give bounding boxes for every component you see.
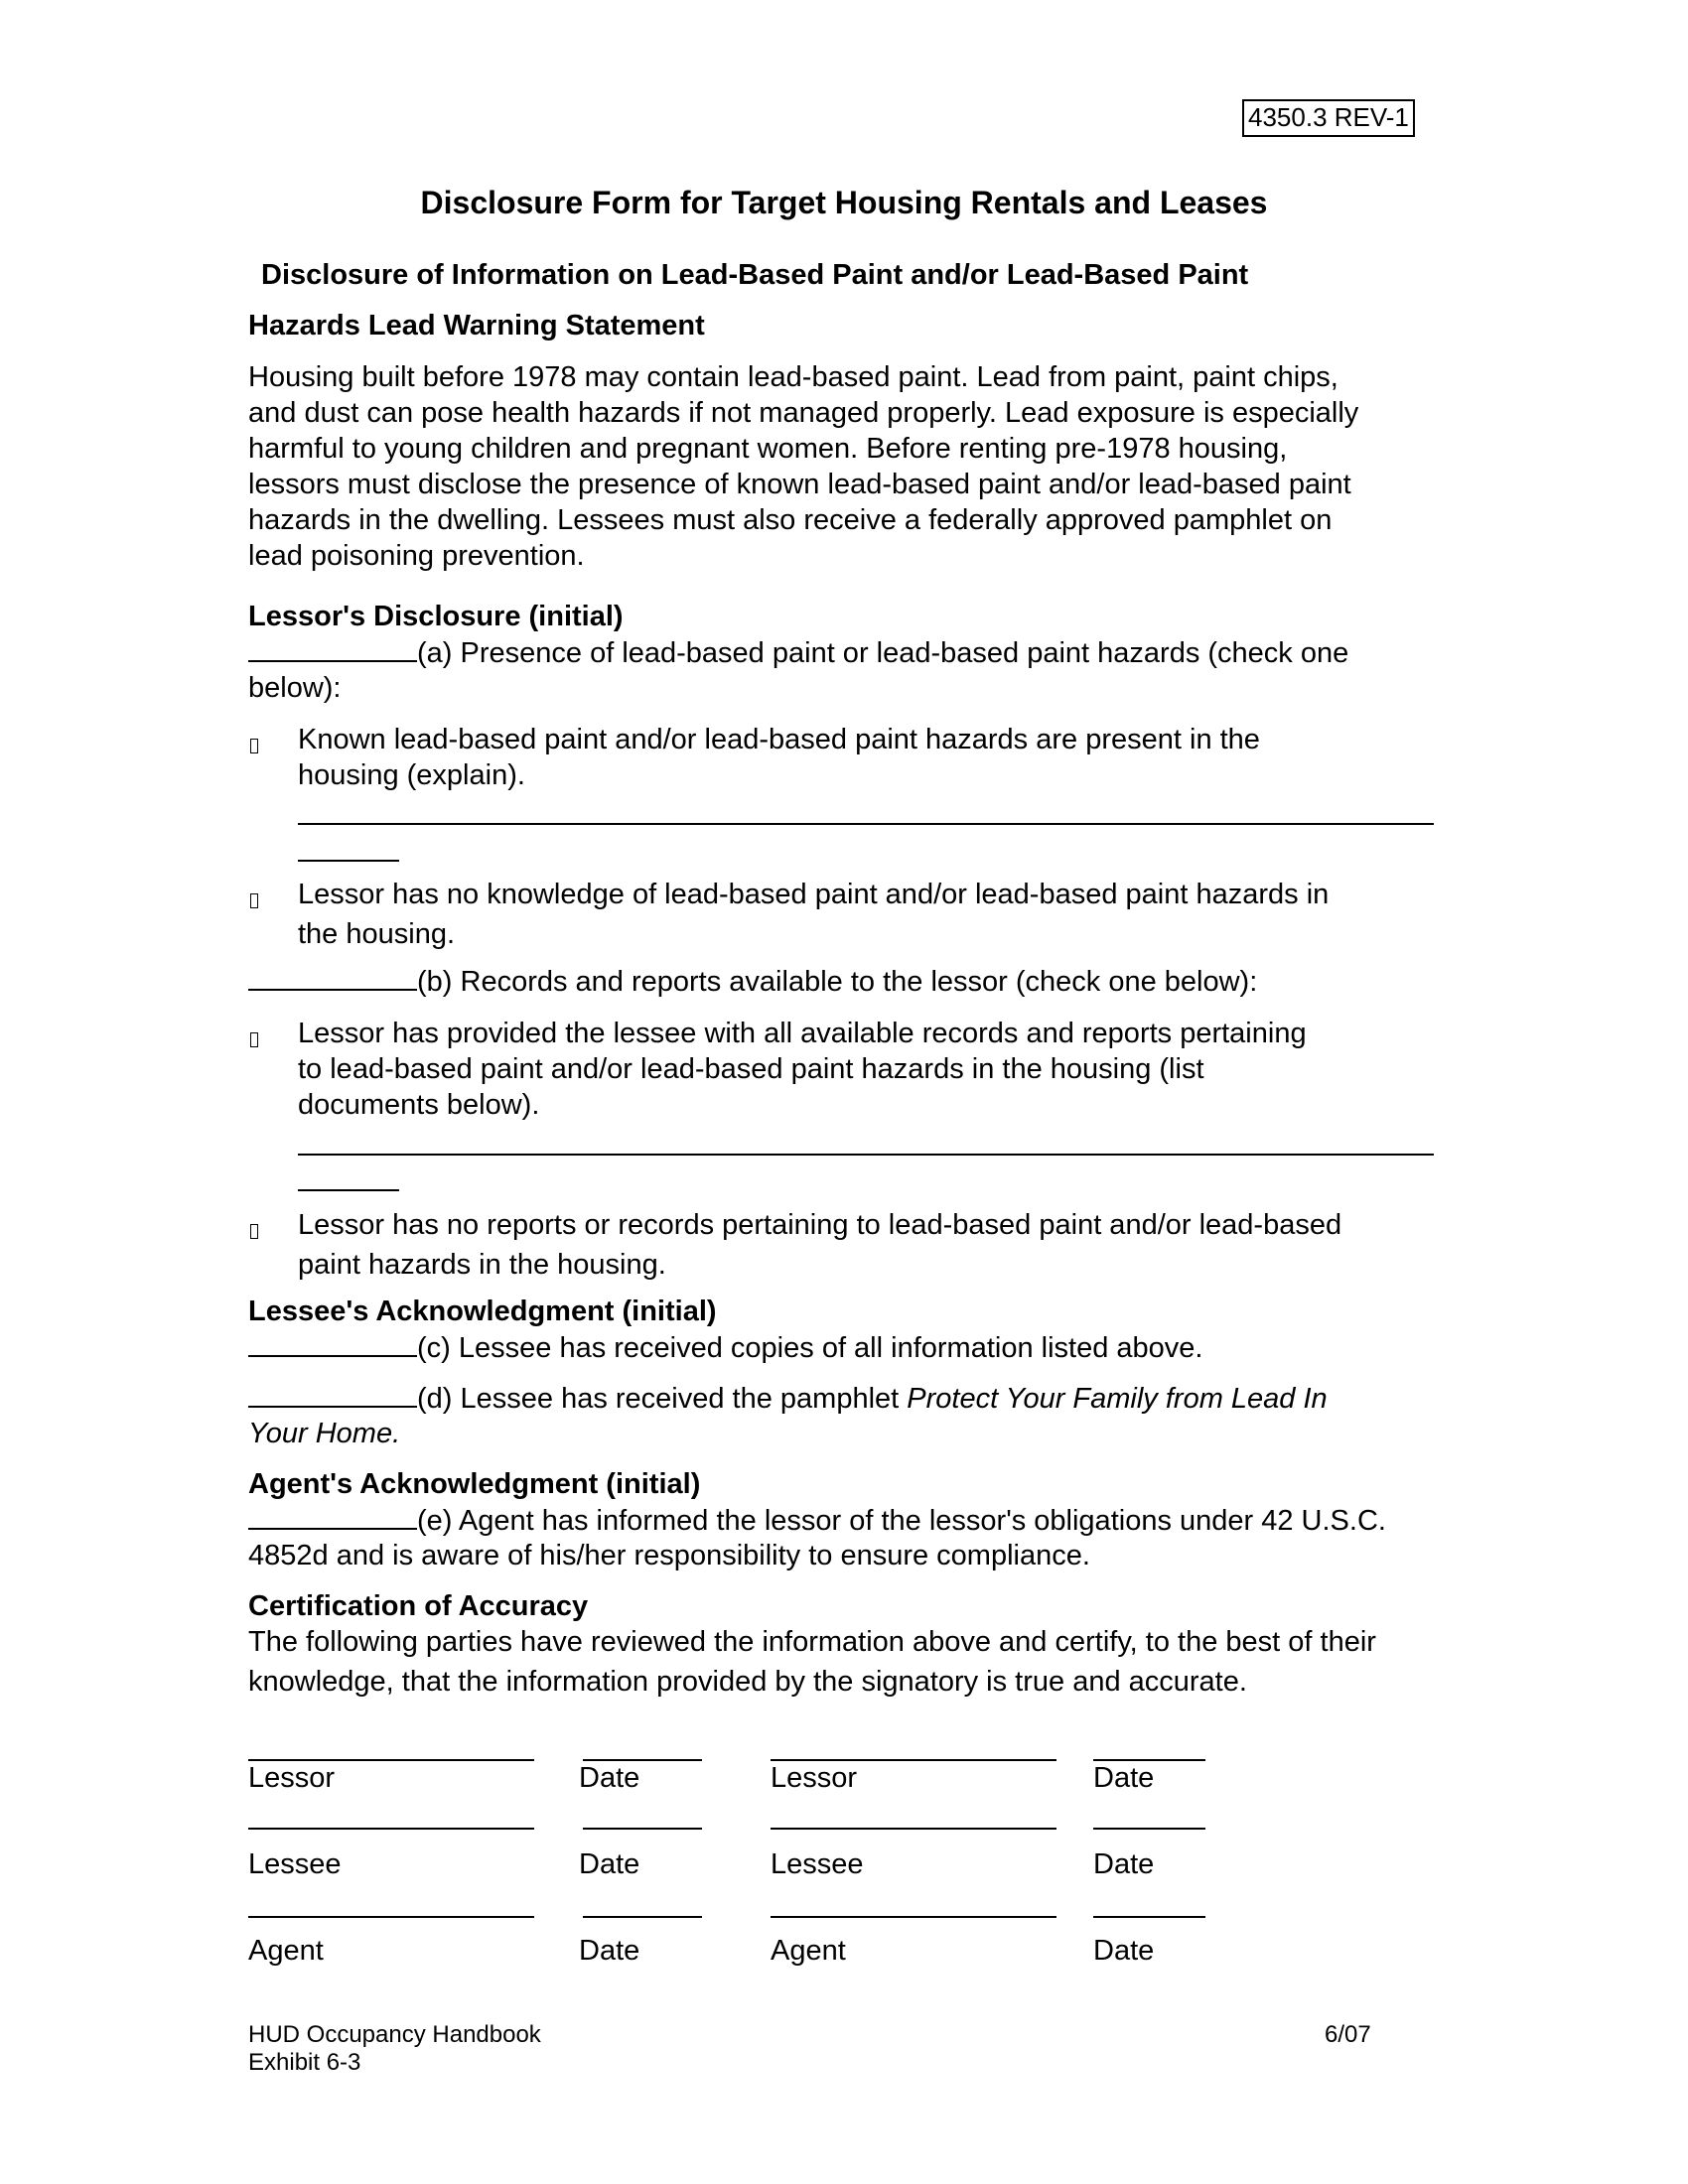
checkbox-a-no-knowledge[interactable]: [250, 893, 258, 908]
signature-label: Lessor: [771, 1762, 858, 1794]
certification-text: knowledge, that the information provided by the signatory is true and accurate.: [248, 1666, 1247, 1698]
warning-line: lessors must disclose the presence of known lead-based paint and/or lead-based paint: [248, 469, 1351, 500]
signature-label: Agent: [248, 1935, 324, 1967]
warning-line: harmful to young children and pregnant women. Before renting pre-1978 housing,: [248, 433, 1288, 465]
option-b-no-reports-text: Lessor has no reports or records pertaining to lead-based paint and/or lead-based: [298, 1209, 1342, 1241]
option-b-no-reports-text: paint hazards in the housing.: [298, 1249, 666, 1281]
agent-signature-line[interactable]: [771, 1916, 1056, 1918]
signature-label: Lessor: [248, 1762, 336, 1794]
initial-e-field[interactable]: [248, 1502, 417, 1530]
date-label: Date: [1093, 1935, 1155, 1967]
pamphlet-title: Protect Your Family from Lead In: [907, 1383, 1328, 1415]
documents-line[interactable]: [298, 1189, 399, 1191]
date-label: Date: [579, 1848, 640, 1880]
date-line[interactable]: [583, 1916, 702, 1918]
item-d-text: (d) Lessee has received the pamphlet: [417, 1383, 908, 1415]
item-d-line: [248, 1380, 1328, 1417]
date-line[interactable]: [1093, 1828, 1205, 1830]
item-e-text: (e) Agent has informed the lessor of the lessor's obligations under 42 U.S.C.: [417, 1505, 1386, 1537]
lessee-signature-line[interactable]: [771, 1828, 1056, 1830]
lessor-disclosure-heading: Lessor's Disclosure (initial): [248, 601, 624, 632]
footer-handbook: HUD Occupancy Handbook: [248, 2021, 541, 2048]
option-b-provided-text: documents below).: [298, 1089, 540, 1121]
footer-exhibit: Exhibit 6-3: [248, 2049, 361, 2076]
item-c-text: (c) Lessee has received copies of all information listed above.: [417, 1332, 1203, 1364]
warning-heading: Hazards Lead Warning Statement: [248, 310, 705, 341]
option-b-provided-text: Lessor has provided the lessee with all available records and reports pertaining: [298, 1018, 1307, 1049]
initial-a-field[interactable]: [248, 634, 417, 662]
item-b-text: (b) Records and reports available to the lessor (check one below):: [417, 966, 1258, 998]
item-a-text: (a) Presence of lead-based paint or lead-based paint hazards (check one: [417, 637, 1349, 669]
date-label: Date: [579, 1762, 640, 1794]
pamphlet-title-continuation: Your Home.: [248, 1418, 401, 1449]
date-label: Date: [1093, 1762, 1155, 1794]
certification-heading: Certification of Accuracy: [248, 1590, 589, 1622]
page-subtitle: Disclosure of Information on Lead-Based Paint and/or Lead-Based Paint: [261, 259, 1249, 291]
agent-signature-line[interactable]: [248, 1916, 534, 1918]
item-d-continuation: [248, 1416, 400, 1451]
option-a-no-knowledge-text: the housing.: [298, 918, 456, 950]
date-line[interactable]: [583, 1828, 702, 1830]
date-line[interactable]: [1093, 1916, 1205, 1918]
warning-line: Housing built before 1978 may contain lead-based paint. Lead from paint, paint chips,: [248, 361, 1338, 393]
initial-b-field[interactable]: [248, 963, 417, 991]
warning-line: and dust can pose health hazards if not managed properly. Lead exposure is especially: [248, 397, 1359, 429]
explain-line[interactable]: [298, 860, 399, 862]
form-number-box: 4350.3 REV-1: [1242, 99, 1415, 137]
option-a-known-text: Known lead-based paint and/or lead-based paint hazards are present in the: [298, 724, 1260, 755]
footer-date: 6/07: [1325, 2021, 1371, 2048]
initial-c-field[interactable]: [248, 1329, 417, 1357]
explain-line[interactable]: [298, 823, 1434, 825]
item-e-continuation: 4852d and is aware of his/her responsibility to ensure compliance.: [248, 1540, 1090, 1571]
item-a-continuation: below):: [248, 672, 342, 704]
date-label: Date: [579, 1935, 640, 1967]
signature-label: Agent: [771, 1935, 846, 1967]
agent-ack-heading: Agent's Acknowledgment (initial): [248, 1468, 701, 1500]
certification-text: The following parties have reviewed the information above and certify, to the best of their: [248, 1626, 1376, 1658]
lessee-signature-line[interactable]: [248, 1828, 534, 1830]
option-a-no-knowledge-text: Lessor has no knowledge of lead-based paint and/or lead-based paint hazards in: [298, 879, 1330, 910]
checkbox-a-known[interactable]: [250, 739, 258, 753]
signature-label: Lessee: [248, 1848, 342, 1880]
warning-line: hazards in the dwelling. Lessees must also receive a federally approved pamphlet on: [248, 504, 1333, 536]
signature-label: Lessee: [771, 1848, 864, 1880]
page-title: Disclosure Form for Target Housing Rentals and Leases: [420, 185, 1268, 220]
checkbox-b-provided[interactable]: [250, 1032, 258, 1047]
item-a-line: [248, 634, 1348, 671]
item-e-line: [248, 1502, 1386, 1539]
warning-line: lead poisoning prevention.: [248, 540, 585, 572]
documents-line[interactable]: [298, 1154, 1434, 1156]
item-c-line: [248, 1329, 1202, 1366]
option-a-known-text: housing (explain).: [298, 759, 525, 791]
checkbox-b-no-reports[interactable]: [250, 1224, 258, 1239]
option-b-provided-text: to lead-based paint and/or lead-based paint hazards in the housing (list: [298, 1053, 1204, 1085]
initial-d-field[interactable]: [248, 1380, 417, 1408]
item-b-line: [248, 963, 1257, 1000]
lessee-ack-heading: Lessee's Acknowledgment (initial): [248, 1296, 717, 1327]
date-label: Date: [1093, 1848, 1155, 1880]
